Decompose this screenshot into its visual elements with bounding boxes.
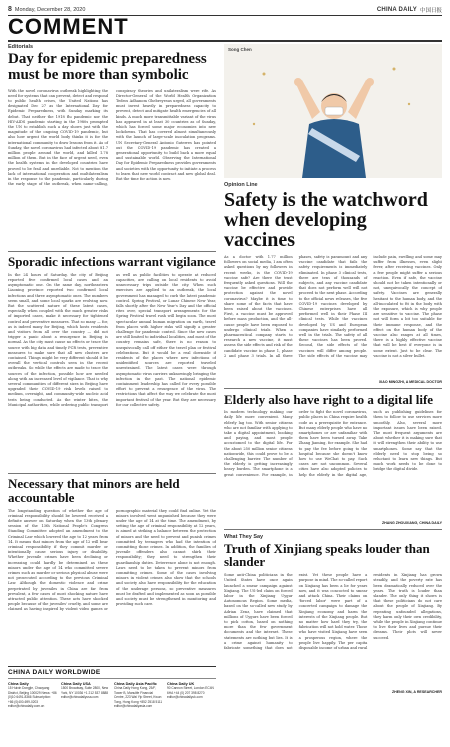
opinion-column (224, 44, 442, 694)
divider (8, 251, 216, 252)
editorial-headline-3: Necessary that minors are held accountable (8, 476, 180, 505)
editorial-article-3 (8, 477, 216, 678)
footer-block-text: 90 Cannon Street, London EC4N 6HA +44 (0) 207 398 8270 editor@chinadailyuk.com (167, 686, 214, 700)
divider (224, 529, 442, 530)
left-arm (296, 80, 320, 119)
editorial-body-2: In the 24 hours of Saturday, the city of Beijing reported five confirmed local cases and an asymptomatic one. On the same day, northeastern Liaoning province reported two confirmed local infections and three asymptomatic ones. The numbers seem small, and some local sparks are evolving now. But the scattered nature of these latest cases, especially when coupled with the much greater risks of imported cases, make it necessary for tightened control and preventive measures. That so many — for, as is indeed many for Beijing, which hosts residents and visitors from all over the country — did not trigger a panic about a resurgence in Beijing is normal. As the city must cause no effects or trace the source with big data and timely PCR tests, preventive measures to make sure that all new clusters are contained. Things might be very different should it be overall the vertical controls seen in the recent outbreaks. So while the effects are made to trace the sources of the infection, possible how are needed along with an increased level of vigilance. That is why several communities of different sizes in Beijing have upgraded their COVID-19 risk levels raised to medium, overnight, and community-wide nucleic acid tests being conducted. As the winter bites, the Municipal authorities, while ordering public transport as well as public facilities to operate at reduced capacities, are calling on local residents to avoid unnecessary trips outside the city. When such exercises are applied to an outbreak, the local government has managed to curb the latest pandemic control. Spring Festival, or Lunar Chinese New Year, falls shortly after the New Year's Day and the official rites over, special transport arrangements for the Spring Festival travel rush will begin soon. The most spectacular annual human migration on earth, travel from places with higher risks will signify a greater challenge for pandemic control. Since the new cases are still limited to individual localities, and most of the country remains safe, there is no reason to unequivocally call off either the travel plan or festival celebrations. But it would be a real downside if residents of the places where new infections of unidentified sources are reported traveled unrestrained. The latest cases were through asymptomatic virus carriers unknowingly bringing the infection in the past. The national epidemic containment leadership has called for every possible effort to prevent a resurgence of the virus. The restrictions that affect the way we celebrate the most important festival of the year. But they are necessary for our collective safety. (8, 272, 216, 407)
footer-block (114, 682, 163, 708)
opinion-signature-1: XIAO MINGZHI, A MEDICAL DOCTOR (378, 380, 442, 384)
section-title: COMMENT (8, 14, 129, 39)
footer-block-title: China Daily USA (61, 682, 91, 686)
opinion-article-2 (224, 393, 442, 526)
editorial-article-1 (8, 52, 216, 247)
right-arm (348, 80, 372, 119)
brand-name: CHINA DAILY (376, 6, 417, 13)
date-line: Monday, December 28, 2020 (14, 6, 86, 13)
editorial-headline-1: Day for epidemic preparedness must be more than symbolic (8, 51, 207, 83)
right-hand (366, 78, 374, 86)
editorial-body-1: With the novel coronavirus outbreak highlighting the need for systems that can prevent, detect and respond to public health crises, the United Nations has designated Dec 27 as the International Day for Epidemic Preparedness, with Sunday marking its debut. That neither the 1918 flu pandemic nor the HIV-AIDS pandemic starting in the 1980s prompted the UN to establish such a day shows just with the magnitude of the ongoing COVID-19 pandemic, but also how urgent the world body thinks it is for the international community to draw lessons from it. As of Sunday, the novel coronavirus had infected about 81.7 million people around the world, and killed 1.78 million of them. But in the face of urgent need, even the health systems in the developed countries have proved to be frail and unreliable. Not to mention the lack of international cooperation and multilateralism in the response to the pandemic, particularly during the early stage of the outbreak, when name-calling, conspiracy theories and unilateralism were rife. As Director-General of the World Health Organization Tedros Adhanom Ghebreyesus urged, all governments must invest heavily in preparedness capacity to prevent, detect and mitigate health emergencies of all kinds. A much more transmittable variant of the virus has appeared in at least 30 countries as of Sunday, which has forced some major economies into new lockdowns. That has covered almost simultaneously with the launch of large-scale inoculation programs. UN Secretary-General Antonio Guterres has pointed out the COVID-19 pandemic has created a generational opportunity to build back a more equal and sustainable world. Observing the International Day for Epidemic Preparedness provides governments and societies with the opportunity to initiate a process to learn that new world contract and new global deal. But the time for action is now. (8, 88, 216, 187)
whatsay-body: Some anti-China politicians in the United States have once again launched a smear campaign against Xinjiang. The US-led claim on forced labor in the Xinjiang Uygur Autonomous Region. Some media, based on the so-called new study by Adrian Zenz, have claimed that millions of Uygurs have been forced to pick cotton, based on nothing more than the few government documents and the internet. These statements are nothing but lies. It is a crime against humanity to fabricate something that does not exist. Yet these people have a purpose in mind. The so-called report on Xinjiang has been a lie for years now, and it was concocted to smear and attack China. Their claims on 'forced labor' were part of a concerted campaign to damage the Xinjiang economy and harm the interests of the Xinjiang people. But no matter how hard they try, the fabrication will not hold water. Those who have visited Xinjiang have seen a prosperous region, where the people live happily. The per capita disposable income of urban and rural residents in Xinjiang has grown steadily, and the poverty rate has been dramatically reduced over the years. The truth is louder than slander. The only thing it shows is that these politicians do not care about the people of Xinjiang. By repeating unfounded allegations, they harm only their own credibility, while the people in Xinjiang continue to live their lives and pursue their dreams. Their plots will never succeed. (224, 573, 442, 650)
whatsay-label: What They Say (224, 533, 264, 540)
footer-block-title: China Daily Asia Pacific (114, 682, 157, 686)
editorial-article-2 (8, 255, 216, 469)
divider (8, 473, 216, 474)
editorial-cartoon (224, 44, 442, 178)
editorial-body-3: The longstanding question of whether the age of criminal responsibility should be lowered received a definite answer on Saturday when the 13th plenary session of the 13th National People's Congress Standing Committee adopted an amendment to the Criminal Law which lowered the age to 12 years from 14. It means that minors from the age of 12 will bear criminal responsibility if they commit murder or intentionally cause serious injury or disability. Whether juvenile crimes have been declining or increasing could hardly be determined as these minors under the age of 14 who committed severe crimes such as murder or serious physical abuse were not prosecuted according to the previous Criminal Law. Although the domestic violence and crime perpetrated by juveniles in China are far from prevalent, a few cases of most shocking nature have attracted public attention. These acts have shocked people because of the juveniles' cruelty, and some are claimed as having inspired by violent video games or pornographic material they could find online. Yet the minors involved went unpunished because they were under the age of 14 at the time. The amendment, by setting the age of criminal responsibility at 12 years, is aimed at striking a balance between the protection of minors and the need to prevent and punish crimes committed by teenagers who had the intention of committing those crimes. In addition, the families of juvenile offenders also cannot shirk their responsibility; they need to strengthen their guardianship duties. Deterrence alone is not enough. Laws need to be taken to prevent minors from committing crimes. Some of the cases involving minors in violent crimes also show that the schools and society also have responsibility for the education of the underage persons, so preventive measures must be drafted and implemented as soon as possible and society must be strengthened in monitoring and providing such care. (8, 508, 216, 612)
title-rule (8, 40, 442, 42)
opinion-signature-2: ZHANG ZHOUXIANG, CHINA DAILY (381, 521, 442, 526)
page-number: 8 (8, 6, 12, 13)
opinion-body-1: As a doctor with 1.77 million followers on social media, I am often asked questions by my followers in recent weeks, is the COVID-19 vaccine safe? Are there the trust frequently asked questions. Will the vaccine be effective and provide protection against the novel coronavirus? Maybe it is time to share some of the facts that have been raised about the vaccines. First, a vaccine must be approved before mass production, and the all-cause people have been exposed to undergo clinical trials. When a pharmaceutical company starts to research a new vaccine, it must assess the side effects and risk of the candidate vaccine in phase 1, phase 2 and phase 3 trials. In all three phases, safety is paramount and any vaccine candidate that fails the safety requirements is immediately eliminated. In phase 3 clinical tests, there are tens of thousands of subjects, and any vaccine candidate that does not perform well will not proceed to the next phase. According to the official news releases, the five COVID-19 vaccines developed by Chinese enterprises have all performed well in their Phase III clinical tests. While the vaccines developed by US and European companies have similarly performed well in the trials. The safety of all these vaccines has been proved. Second, the side effects of the vaccines will differ among people. The side effects of the vaccine may include pain, swelling and some may suffer from illnesses, even slight fever, after receiving vaccines. Only a few people might suffer a serious reaction. Even if safe, the vaccine should not be taken intentionally or not, unequivocally the concept of safety. Vaccines are generally hesitant to the human body, and the all-inoculated to fit in the body with the exposure, which is why people are sensitive to vaccine. The phase not will form a bit too suitable for their immune response, and the effect on the human body of the vaccine also ranges at all times, there is a highly effective vaccine that will be best if everyone is in some extent. Just to be clear. The vaccine is not a silver bullet. (224, 255, 442, 358)
face-mask (325, 107, 343, 115)
opinion-headline-2: Elderly also have right to a digital life (224, 391, 434, 407)
footer-block (61, 682, 110, 708)
editorials-column (8, 44, 216, 679)
whatsay-signature: ZHENG XIN, A RESEARCHER (391, 690, 442, 695)
cartoon-credit: Song Chen (228, 47, 252, 52)
footer-block-text: 15 Huixin Dongjie, Chaoyang District, Beijing 100029 News: +86 (0)10 6491-8366 Subscription: +86 (0)400-699-0203 editor@chinadaily.com.cn (8, 686, 57, 709)
cartoon-illustration (224, 44, 442, 178)
brand-chinese: 中国日报 (419, 7, 442, 14)
footer (8, 666, 216, 742)
footer-block-title: China Daily (8, 682, 29, 686)
opinion-body-2: In modern technology making our daily life more convenient. Many elderly lag too. With senior citizens who are not familiar with applying to take a digital appointment, booking and paying, and most people accustomed to the digital life. For the about 250 million senior citizens nationwide, this could prove to be a challenging barrier. The number of the elderly is getting increasingly heavy burden. The smartphone is a great convenience. For example, in order to fight the novel coronavirus, public places in China require health code as a prerequisite for entrance. But many elderly people who have no smartphones or are unfamiliar with them have been turned away. Take Zhang Jiaming, for example. She had to pay the fee before going to the hospital because she doesn't know how to use WeChat to pay. Such cases are not uncommon. Several cities have also adopted policies to help the elderly in the digital age, such as publishing guidelines for them to follow to use services more smoothly. Also, several more important issues have been raised. The most frequent arguments are about whether it is making sure that it will strengthen their ability to use smartphones. Some say that the elderly need to stop being so reluctant to learn new things. But much work needs to be done to bridge the digital divide. (224, 410, 442, 477)
whatsay-headline: Truth of Xinjiang speaks louder than slander (224, 540, 430, 570)
masthead-bar (8, 5, 442, 14)
whatsay-article (224, 534, 442, 694)
footer-title: CHINA DAILY WORLDWIDE (8, 666, 216, 679)
footer-block-title: China Daily UK (167, 682, 195, 686)
editorial-headline-2: Sporadic infections warrant vigilance (8, 254, 216, 270)
opinion-article-1 (224, 190, 442, 384)
left-hand (294, 78, 302, 86)
footer-block-text: China Daily Hong Kong, 25/F, Tower B, Manulife Financial Centre, 223 Wai Yip Street, Kwun Tong, Hong Kong +852 2518 5111 editor@chinadailyasia.com (114, 686, 163, 709)
opinion-label: Opinion Line (224, 182, 258, 188)
footer-block-text: 1500 Broadway, Suite 2800, New York, NY 10036 +1 212 537 8888 editor@chinadailyusa.com (61, 686, 109, 700)
opinion-headline-1: Safety is the watchword when developing vaccines (224, 189, 428, 251)
editorials-label: Editorials (8, 44, 34, 50)
footer-block (8, 682, 57, 708)
footer-block (167, 682, 216, 708)
divider (224, 388, 442, 389)
